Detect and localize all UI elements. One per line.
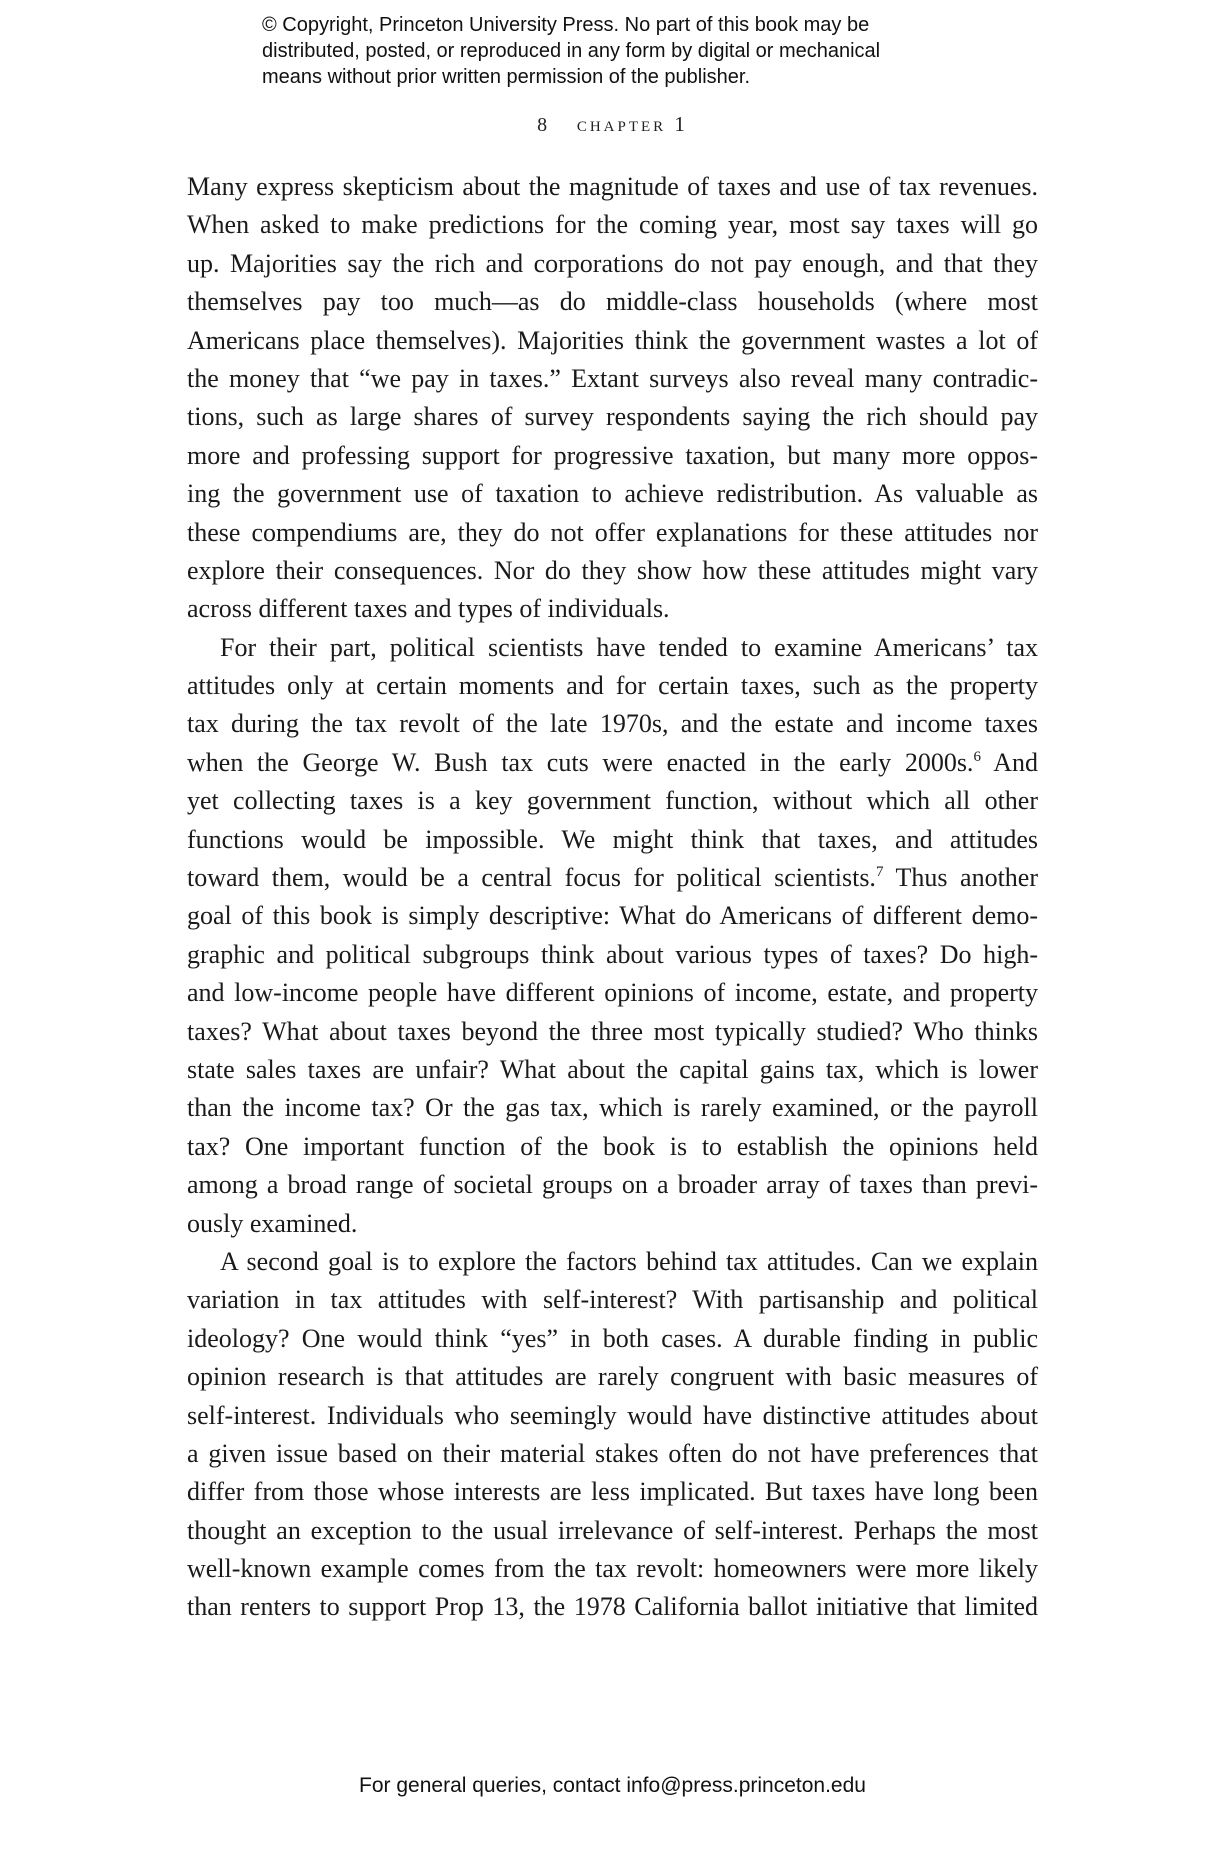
text-line-with-footnote xyxy=(187,859,1038,897)
text-line: among a broad range of societal groups on a broader array of taxes than previ- xyxy=(187,1170,1038,1200)
chapter-label: chapter 1 xyxy=(576,112,688,136)
text-line: taxes? What about taxes beyond the three most typically studied? Who thinks xyxy=(187,1016,1038,1046)
text-line: a given issue based on their material stakes often do not have preferences that xyxy=(187,1438,1038,1468)
text-segment: when the George W. Bush tax cuts were enacted in the early 2000s. xyxy=(187,747,974,777)
text-line: these compendiums are, they do not offer explanations for these attitudes nor xyxy=(187,517,1038,547)
text-line: goal of this book is simply descriptive: What do Americans of different demo- xyxy=(187,901,1038,931)
text-line: state sales taxes are unfair? What about the capital gains tax, which is lower xyxy=(187,1054,1038,1084)
text-line: ously examined. xyxy=(187,1208,358,1238)
text-line: well-known example comes from the tax revolt: homeowners were more likely xyxy=(187,1554,1038,1584)
copyright-notice xyxy=(262,12,962,90)
footnote-marker-7[interactable]: 7 xyxy=(875,864,884,881)
text-line: variation in tax attitudes with self-interest? With partisanship and political xyxy=(187,1285,1038,1315)
text-line: graphic and political subgroups think about various types of taxes? Do high- xyxy=(187,939,1038,969)
text-line: opinion research is that attitudes are rarely congruent with basic measures of xyxy=(187,1362,1038,1392)
text-line: A second goal is to explore the factors behind tax attitudes. Can we explain xyxy=(220,1246,1038,1276)
body-text xyxy=(187,168,1038,1627)
running-head xyxy=(0,112,1225,137)
text-line: differ from those whose interests are less implicated. But taxes have long been xyxy=(187,1477,1038,1507)
text-line: When asked to make predictions for the coming year, most say taxes will go xyxy=(187,210,1038,240)
text-line: than the income tax? Or the gas tax, which is rarely examined, or the payroll xyxy=(187,1093,1038,1123)
text-segment: Thus another xyxy=(883,863,1038,893)
text-line: ideology? One would think “yes” in both cases. A durable finding in public xyxy=(187,1323,1038,1353)
text-line: themselves pay too much—as do middle-class households (where most xyxy=(187,287,1038,317)
text-segment: toward them, would be a central focus for political scientists. xyxy=(187,863,876,893)
text-line: across different taxes and types of individuals. xyxy=(187,594,670,624)
copyright-line: © Copyright, Princeton University Press. No part of this book may be xyxy=(262,14,870,36)
text-line: up. Majorities say the rich and corporations do not pay enough, and that they xyxy=(187,248,1038,278)
text-line: ing the government use of taxation to achieve redistribution. As valuable as xyxy=(187,479,1038,509)
text-line: functions would be impossible. We might think that taxes, and attitudes xyxy=(187,824,1038,854)
text-line: thought an exception to the usual irrelevance of self-interest. Perhaps the most xyxy=(187,1515,1038,1545)
footnote-marker-6[interactable]: 6 xyxy=(973,748,981,765)
text-line-with-footnote xyxy=(187,744,1038,782)
text-line: tions, such as large shares of survey respondents saying the rich should pay xyxy=(187,402,1038,432)
text-line: than renters to support Prop 13, the 1978 California ballot initiative that limited xyxy=(187,1592,1038,1622)
paragraph-2 xyxy=(187,629,1038,1243)
text-line: tax? One important function of the book is to establish the opinions held xyxy=(187,1131,1038,1161)
text-line: the money that “we pay in taxes.” Extant surveys also reveal many contradic- xyxy=(187,363,1038,393)
text-line: For their part, political scientists have tended to examine Americans’ tax xyxy=(220,632,1038,662)
text-line: Americans place themselves). Majorities think the government wastes a lot of xyxy=(187,325,1038,355)
text-segment: And xyxy=(980,747,1038,777)
copyright-line: means without prior written permission of the publisher. xyxy=(262,66,751,88)
page-number: 8 xyxy=(537,114,548,136)
footer-contact: For general queries, contact info@press.princeton.edu xyxy=(359,1774,866,1797)
paragraph-3 xyxy=(187,1243,1038,1627)
text-line: yet collecting taxes is a key government function, without which all other xyxy=(187,786,1038,816)
text-line: more and professing support for progressive taxation, but many more oppos- xyxy=(187,440,1038,470)
text-line: tax during the tax revolt of the late 1970s, and the estate and income taxes xyxy=(187,709,1038,739)
text-line: Many express skepticism about the magnitude of taxes and use of tax revenues. xyxy=(187,172,1038,201)
paragraph-1 xyxy=(187,168,1038,629)
text-line: explore their consequences. Nor do they show how these attitudes might vary xyxy=(187,555,1038,585)
copyright-line: distributed, posted, or reproduced in any form by digital or mechanical xyxy=(262,40,881,62)
text-line: and low-income people have different opinions of income, estate, and property xyxy=(187,978,1038,1008)
text-line: self-interest. Individuals who seemingly would have distinctive attitudes about xyxy=(187,1400,1038,1430)
text-line: attitudes only at certain moments and for certain taxes, such as the property xyxy=(187,671,1038,701)
